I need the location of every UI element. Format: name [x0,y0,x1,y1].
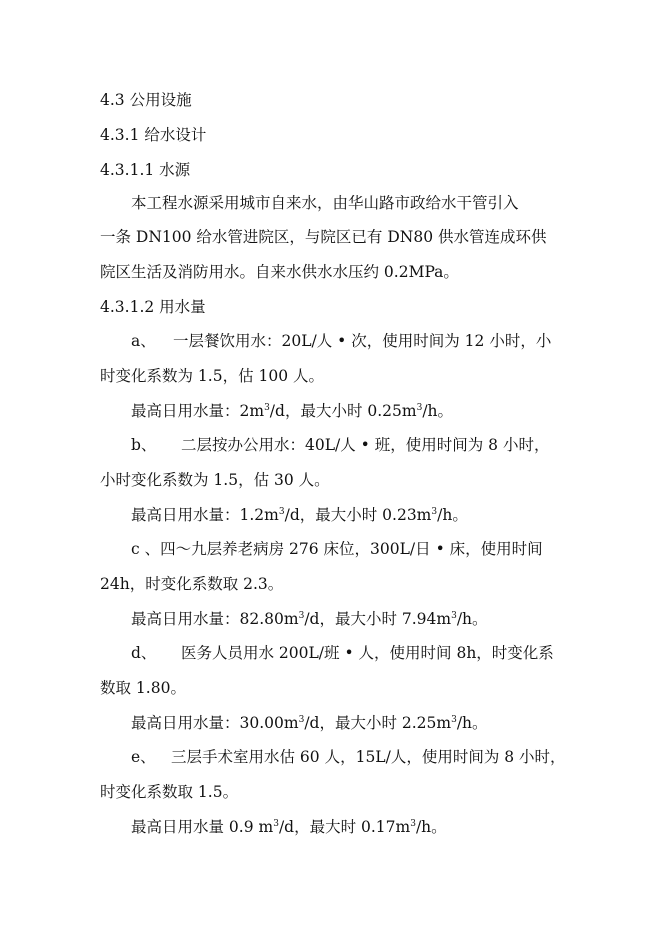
usage-text-fragment: /h。 [422,402,454,420]
item-e-label: e、 [131,748,156,766]
usage-text-fragment: /h。 [456,714,488,732]
item-b-max-usage [131,505,468,525]
cubic-superscript: 3 [410,819,416,829]
water-source-paragraph-line: 院区生活及消防用水。自来水供水水压约 0.2MPa。 [100,263,459,281]
item-d [131,643,554,663]
usage-text-fragment: 最高日用水量：2m [131,402,265,420]
usage-text-fragment: 最高日用水量：1.2m [131,506,279,524]
water-source-heading: 4.3.1.1 水源 [100,161,191,179]
item-c: c 、四～九层养老病房 276 床位，300L/日 • 床，使用时间 [131,540,543,558]
item-a [131,331,551,351]
item-e-max-usage [131,817,447,837]
item-b [131,435,549,455]
item-a-max-usage [131,401,453,421]
usage-text-fragment: /h。 [456,610,488,628]
usage-text-fragment: /h。 [437,506,468,524]
item-c-continuation: 24h，时变化系数取 2.3。 [100,575,284,593]
item-d-text: 医务人员用水 200L/班 • 人，使用时间 8h，时变化系 [181,644,554,662]
item-b-label: b、 [131,436,157,454]
cubic-superscript: 3 [298,611,305,621]
water-usage-heading: 4.3.1.2 用水量 [100,298,206,316]
usage-text-fragment: 最高日用水量：30.00m [131,714,299,732]
water-source-paragraph-line: 本工程水源采用城市自来水，由华山路市政给水干管引入 [131,194,519,212]
cubic-superscript: 3 [451,715,457,725]
item-c-max-usage [131,609,488,629]
cubic-superscript: 3 [273,819,279,829]
usage-text-fragment: /d，最大小时 0.25m [269,402,417,420]
item-e [131,747,566,767]
usage-text-fragment: /d，最大小时 7.94m [304,610,452,628]
water-source-paragraph-line: 一条 DN100 给水管进院区，与院区已有 DN80 供水管连成环供 [100,228,547,246]
item-a-text: 一层餐饮用水：20L/人 • 次，使用时间为 12 小时，小 [173,332,552,350]
cubic-superscript: 3 [431,507,438,517]
section-heading: 4.3 公用设施 [100,91,192,109]
cubic-superscript: 3 [451,611,457,621]
item-e-text: 三层手术室用水估 60 人，15L/人，使用时间为 8 小时， [171,748,566,766]
cubic-superscript: 3 [278,507,285,517]
item-b-text: 二层按办公用水：40L/人 • 班，使用时间为 8 小时， [181,436,550,454]
item-e-continuation: 时变化系数取 1.5。 [100,783,239,801]
item-b-continuation: 小时变化系数为 1.5，估 30 人。 [100,471,330,489]
cubic-superscript: 3 [298,715,305,725]
item-a-continuation: 时变化系数为 1.5，估 100 人。 [100,367,325,385]
usage-text-fragment: 最高日用水量 0.9 m [131,818,274,836]
usage-text-fragment: /d，最大小时 2.25m [304,714,452,732]
item-d-label: d、 [131,644,157,662]
cubic-superscript: 3 [264,403,270,413]
cubic-superscript: 3 [416,403,423,413]
item-a-label: a、 [131,332,156,350]
item-d-max-usage [131,713,488,733]
item-d-continuation: 数取 1.80。 [100,679,186,697]
usage-text-fragment: /d，最大小时 0.23m [284,506,432,524]
usage-text-fragment: /d，最大时 0.17m [278,818,411,836]
usage-text-fragment: /h。 [415,818,447,836]
subsection-heading: 4.3.1 给水设计 [100,126,207,144]
usage-text-fragment: 最高日用水量：82.80m [131,610,299,628]
